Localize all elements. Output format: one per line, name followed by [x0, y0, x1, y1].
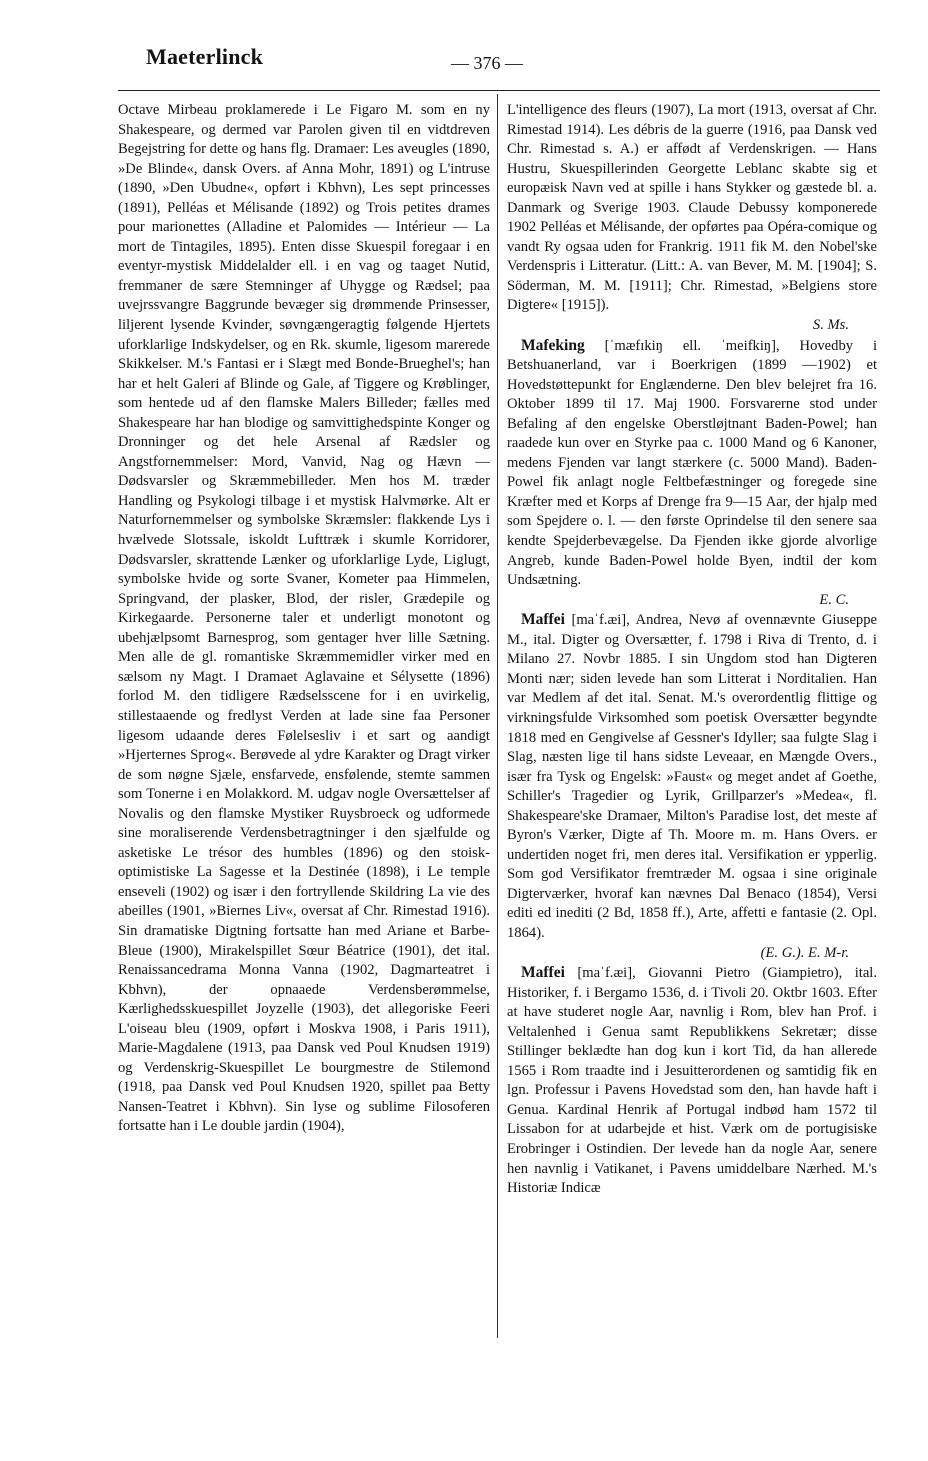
continuation-text	[507, 101, 877, 336]
header-rule	[118, 90, 880, 91]
entry-mafeking	[507, 336, 877, 611]
running-head-word: Maeterlinck	[146, 44, 264, 69]
right-column	[507, 101, 877, 1341]
continuation-body: L'intelligence des fleurs (1907), La mort (1913, oversat af Chr. Rimestad 1914). Les débris de la guerre (1916, paa Dansk ved Chr. Rimestad s. A.) er affødt af Verdenskrigen. — Hans Hustru, Skuespillerinden Georgette Leblanc skabte sig et europæisk Navn ved at spille i hans Stykker og gæstede bl. a. Danmark og Sverige 1903. Claude Debussy komponerede 1902 Pelléas et Mélisande, der opførtes paa Opéra-comique og vandt Ry ogsaa uden for Frankrig. 1911 fik M. den Nobel'ske Verdenspris i Litteratur. (Litt.: A. van Bever, M. M. [1904]; S. Söderman, M. M. [1911]; Chr. Rimestad, »Belgiens store Digtere« [1915]).	[507, 102, 877, 314]
entry-body: [ˈmæfɪkiŋ ell. ˈmeifkiŋ], Hovedby i Betshuanerland, var i Boerkrigen (1899 —1902) et Hovedstøttepunkt for Englænderne. Den blev belejret fra 16. Oktober 1899 til 17. Maj 1900. Forsvarerne stod under Befaling af den engelske Oberstløjtnant Baden-Powel; han raadede kun over en Styrke paa c. 1000 Mand og 6 Kanoner, medens Fjenden var langt stærkere (c. 5000 Mand). Baden-Powel fik anlagt nogle Feltbefæstninger og foregede sine Kræfter med et Korps af Drenge fra 9—15 Aar, der hjalp med som Spejdere o. l. — den første Oprindelse til den senere saa kendte Spejderbevægelse. Da Fjenden ikke gjorde alvorlige Angreb, kunde Baden-Powel holde Byen, indtil der kom Undsætning.	[507, 337, 877, 589]
entry-signature: E. C.	[819, 591, 849, 608]
entry-headword: Maffei	[521, 964, 565, 982]
entry-maffei-giovanni	[507, 963, 877, 1199]
left-column-text: Octave Mirbeau proklamerede i Le Figaro M. som en ny Shakespeare, og dermed var Parolen given til en vidtdreven Begejstring for dette og hans flg. Dramaer: Les aveugles (1890, »De Blinde«, dansk Overs. af Anna Mohr, 1891) og L'intruse (1890, »Den Ubudne«, opført i Kbhvn), Les sept princesses (1891), Pelléas et Mélisande (1892) og Trois petites drames pour marionettes (Alladine et Palomides — Intérieur — La mort de Tintagiles, 1895). Enten disse Skuespil foregaar i en eventyr-mystisk Middelalder ell. i en vag og taaget Nutid, fremmaner de sære Stemninger af Uhygge og Rædsel; paa uvejrssvangre Baggrunde bevæger sig drømmende Prinsesser, liljerent lysende Kvinder, søvngængeragtig følgende Hjertets uforklarlige Indskydelser, og en Rk. skumle, ligesom marerede Skikkelser. M.'s Fantasi er i Slægt med Bonde-Brueghel's; han har et helt Galeri af Blinde og Gale, af Tiggere og Krøblinger, som hentede ud af den flamske Malers Billeder; fælles med Shakespeare har han blodige og samvittighedspinte Konger og Dronninger og det hele Arsenal af Rædsler og Angstfornemmelser: Mord, Vanvid, Nag og Hævn — Dødsvarsler og Skræmmebilleder. Men hos M. træder Handling og Psykologi tilbage i et mystisk Halvmørke. Alt er Naturfornemmelser og symbolske Skræmsler: flakkende Lys i hvælvede Slotssale, iskoldt Lufttræk i skumle Korridorer, Dødsvarsler, skrattende Lænker og uforklarlige Lyde, Liglugt, symbolske hvide og sorte Svaner, Kometer paa Himmelen, Springvand, der plasker, Blod, der risler, Grædepile og Kirkegaarde. Personerne taler et underligt monotont og ubehjælpsomt Barnesprog, som gentager hver lille Sætning. Men alle de gl. romantiske Skræmmemidler virker med en sælsom ny Magt. I Dramaet Aglavaine et Sélysette (1896) forlod M. den tidligere Rædselsscene for i en uvirkelig, stillestaaende og fredlyst Verden at lade sine faa Personer ligesom udaande deres Følelsesliv i et sart og aandigt »Hjerternes Sprog«. Berøvede al ydre Karakter og Dragt virker de som nøgne Sjæle, ensfarvede, ensfølende, stemte sammen som Tonerne i en Molakkord. M. udgav nogle Oversættelser af Novalis og den flamske Mystiker Ruysbroeck og udformede sine moraliserende Verdensbetragtninger i den sjælfulde og asketiske Le trésor des humbles (1896) og den stoisk-optimistiske La Sagesse et la Destinée (1898), i Le temple enseveli (1902) og især i den fortryllende Skildring La vie des abeilles (1901, »Biernes Liv«, oversat af Chr. Rimestad 1916). Sin dramatiske Digtning fortsatte han med Ariane et Barbe-Bleue (1900), Mirakelspillet Sœur Béatrice (1901), det ital. Renaissancedrama Monna Vanna (1902, Dagmarteatret i Kbhvn), der opnaaede Verdensberømmelse, Kærlighedsskuespillet Joyzelle (1903), det allegoriske Feeri L'oiseau bleu (1909, opført i Moskva 1908, i Paris 1911), Marie-Magdalene (1913, paa Dansk ved Poul Knudsen 1919) og Verdenskrig-Skuespillet Le bourgmestre de Stilemond (1918, paa Dansk ved Poul Knudsen 1920, spillet paa Betty Nansen-Teatret i Kbhvn). Sin lyse og sublime Filosoferen fortsatte han i Le double jardin (1904),	[118, 102, 490, 1135]
entry-maffei-andrea	[507, 610, 877, 963]
left-column	[118, 101, 490, 1341]
column-divider	[497, 94, 498, 1338]
entry-headword: Mafeking	[521, 336, 585, 354]
entry-headword: Maffei	[521, 611, 565, 629]
continuation-signature: S. Ms.	[812, 317, 849, 334]
entry-signature: (E. G.). E. M-r.	[760, 944, 849, 961]
entry-body: [maˈf.æi], Giovanni Pietro (Giampietro), ital. Historiker, f. i Bergamo 1536, d. i Tivoli 20. Oktbr 1603. Efter at have studeret nogle Aar, navnlig i Rom, blev han Prof. i Veltalenhed i Genua samt Republikkens Sekretær; disse Stillinger beklædte han dog kun i kort Tid, da han allerede 1565 i Rom traadte ind i Jesuitterordenen og samtidig fik en lgn. Professur i Pavens Hovedstad som den, han havde haft i Genua. Kardinal Henrik af Portugal indbød ham 1572 til Lissabon for at udarbejde et hist. Værk om de portugisiske Erobringer i Ostindien. Der levede han da nogle Aar, senere hen navnlig i Vatikanet, i Pavens umiddelbare Nærhed. M.'s Historiæ Indicæ	[507, 965, 877, 1197]
page-number: — 376 —	[451, 53, 523, 73]
entry-body: [maˈf.æi], Andrea, Nevø af ovennævnte Giuseppe M., ital. Digter og Oversætter, f. 1798 i Riva di Trento, d. i Milano 27. Novbr 1885. I sin Ungdom stod han Digteren Monti nær; siden levede han som Litterat i Norditalien. Han var Medlem af det ital. Senat. M.'s overordentlig flittige og virkningsfulde Virksomhed som poetisk Oversætter begyndte 1818 med en Gengivelse af Gessner's Idyller; saa fulgte Slag i Slag, næsten lige til hans sidste Leveaar, en Mængde Overs., især fra Tysk og Engelsk: »Faust« og meget andet af Goethe, Schiller's Tragedier og Lyrik, Grillparzer's »Medea«, fl. Shakespeare'ske Dramaer, Milton's Paradise lost, det meste af Byron's Værker, Digte af Th. Moore m. m. Hans Overs. er undertiden noget fri, men deres ital. Versifikation er ypperlig. Som god Versifikator fremtræder M. ogsaa i sine originale Digterværker, hvoraf kan nævnes Dal Benaco (1854), Versi editi ed inediti (2 Bd, 1858 ff.), Arte, affetti e fantasie (2. Opl. 1864).	[507, 612, 877, 941]
